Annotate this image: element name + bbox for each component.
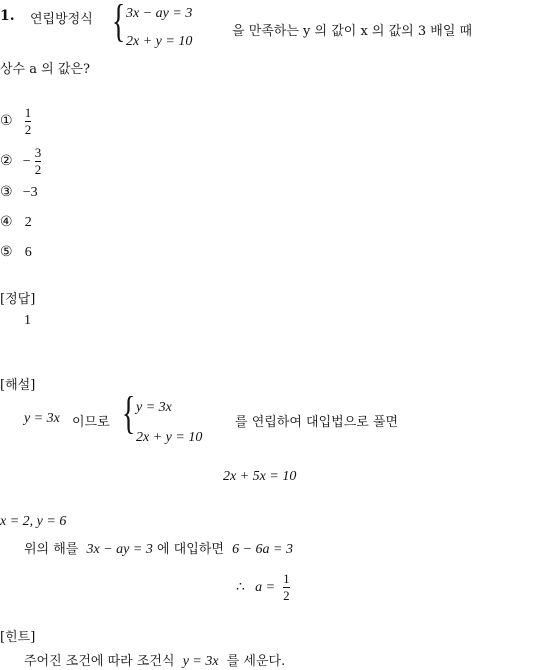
- choice-5[interactable]: [0, 244, 32, 261]
- explanation-brace: {: [122, 387, 136, 438]
- choice-2[interactable]: [0, 146, 41, 177]
- explanation-final-lhs: a =: [255, 579, 276, 595]
- choice-2-numerator: 3: [34, 145, 42, 160]
- explanation-final-denominator: 2: [283, 588, 290, 603]
- explanation-system: [136, 393, 202, 453]
- explanation-system-eq2: 2x + y = 10: [136, 430, 203, 445]
- explanation-final: [236, 572, 290, 603]
- choice-1-denominator: 2: [24, 122, 32, 137]
- choice-1-fraction: [25, 106, 32, 137]
- explanation-final-fraction: [283, 572, 290, 603]
- explanation-sub-mid: 에 대입하면: [156, 542, 224, 557]
- explanation-eq-center: 2x + 5x = 10: [223, 469, 297, 484]
- hint-text-lead: 주어진 조건에 따라 조건식: [24, 654, 175, 669]
- choice-2-marker: ②: [0, 153, 13, 169]
- choice-3-marker: ③: [0, 184, 13, 200]
- hint-text: [24, 650, 285, 670]
- question-line2: 상수 a 의 값은?: [0, 62, 90, 77]
- choice-1-marker: ①: [0, 113, 13, 129]
- choice-2-fraction: [35, 146, 42, 177]
- therefore-symbol: ∴: [236, 580, 245, 595]
- explanation-result: x = 2, y = 6: [0, 514, 67, 529]
- question-system-eq1: 3x − ay = 3: [126, 6, 193, 21]
- explanation-final-numerator: 1: [283, 571, 290, 586]
- hint-label: [힌트]: [0, 630, 36, 645]
- choice-4-value: 2: [24, 215, 32, 230]
- choice-2-sign: −: [22, 153, 31, 169]
- choice-5-value: 6: [24, 245, 32, 260]
- choice-3[interactable]: [0, 184, 38, 201]
- explanation-label: [해설]: [0, 378, 36, 393]
- question-brace: {: [112, 0, 126, 46]
- hint-text-eq: y = 3x: [182, 654, 219, 669]
- choice-3-value: −3: [22, 185, 38, 200]
- choice-5-marker: ⑤: [0, 244, 13, 260]
- choice-1[interactable]: [0, 106, 31, 137]
- question-prefix: 연립방정식: [30, 12, 93, 27]
- explanation-line1-mid: 이므로: [72, 415, 110, 430]
- explanation-sub-eq2: 6 − 6a = 3: [232, 542, 293, 557]
- explanation-substitution-line: [24, 538, 293, 558]
- explanation-line1-lead: y = 3x: [24, 411, 60, 426]
- answer-label: [정답]: [0, 292, 36, 307]
- answer-value: 1: [24, 313, 31, 328]
- explanation-sub-lead: 위의 해를: [24, 542, 79, 557]
- question-number: 1.: [0, 8, 15, 24]
- hint-text-tail: 를 세운다.: [226, 654, 286, 669]
- choice-1-numerator: 1: [24, 105, 32, 120]
- question-system: [126, 0, 192, 56]
- question-system-eq2: 2x + y = 10: [126, 34, 193, 49]
- choice-4[interactable]: [0, 214, 32, 231]
- explanation-line1-tail: 를 연립하여 대입법으로 풀면: [235, 415, 399, 430]
- choice-2-denominator: 2: [34, 162, 42, 177]
- choice-4-marker: ④: [0, 214, 13, 230]
- explanation-system-eq1: y = 3x: [136, 400, 172, 415]
- explanation-sub-eq1: 3x − ay = 3: [86, 542, 153, 557]
- question-line1-rest: 을 만족하는 y 의 값이 x 의 값의 3 배일 때: [232, 24, 473, 39]
